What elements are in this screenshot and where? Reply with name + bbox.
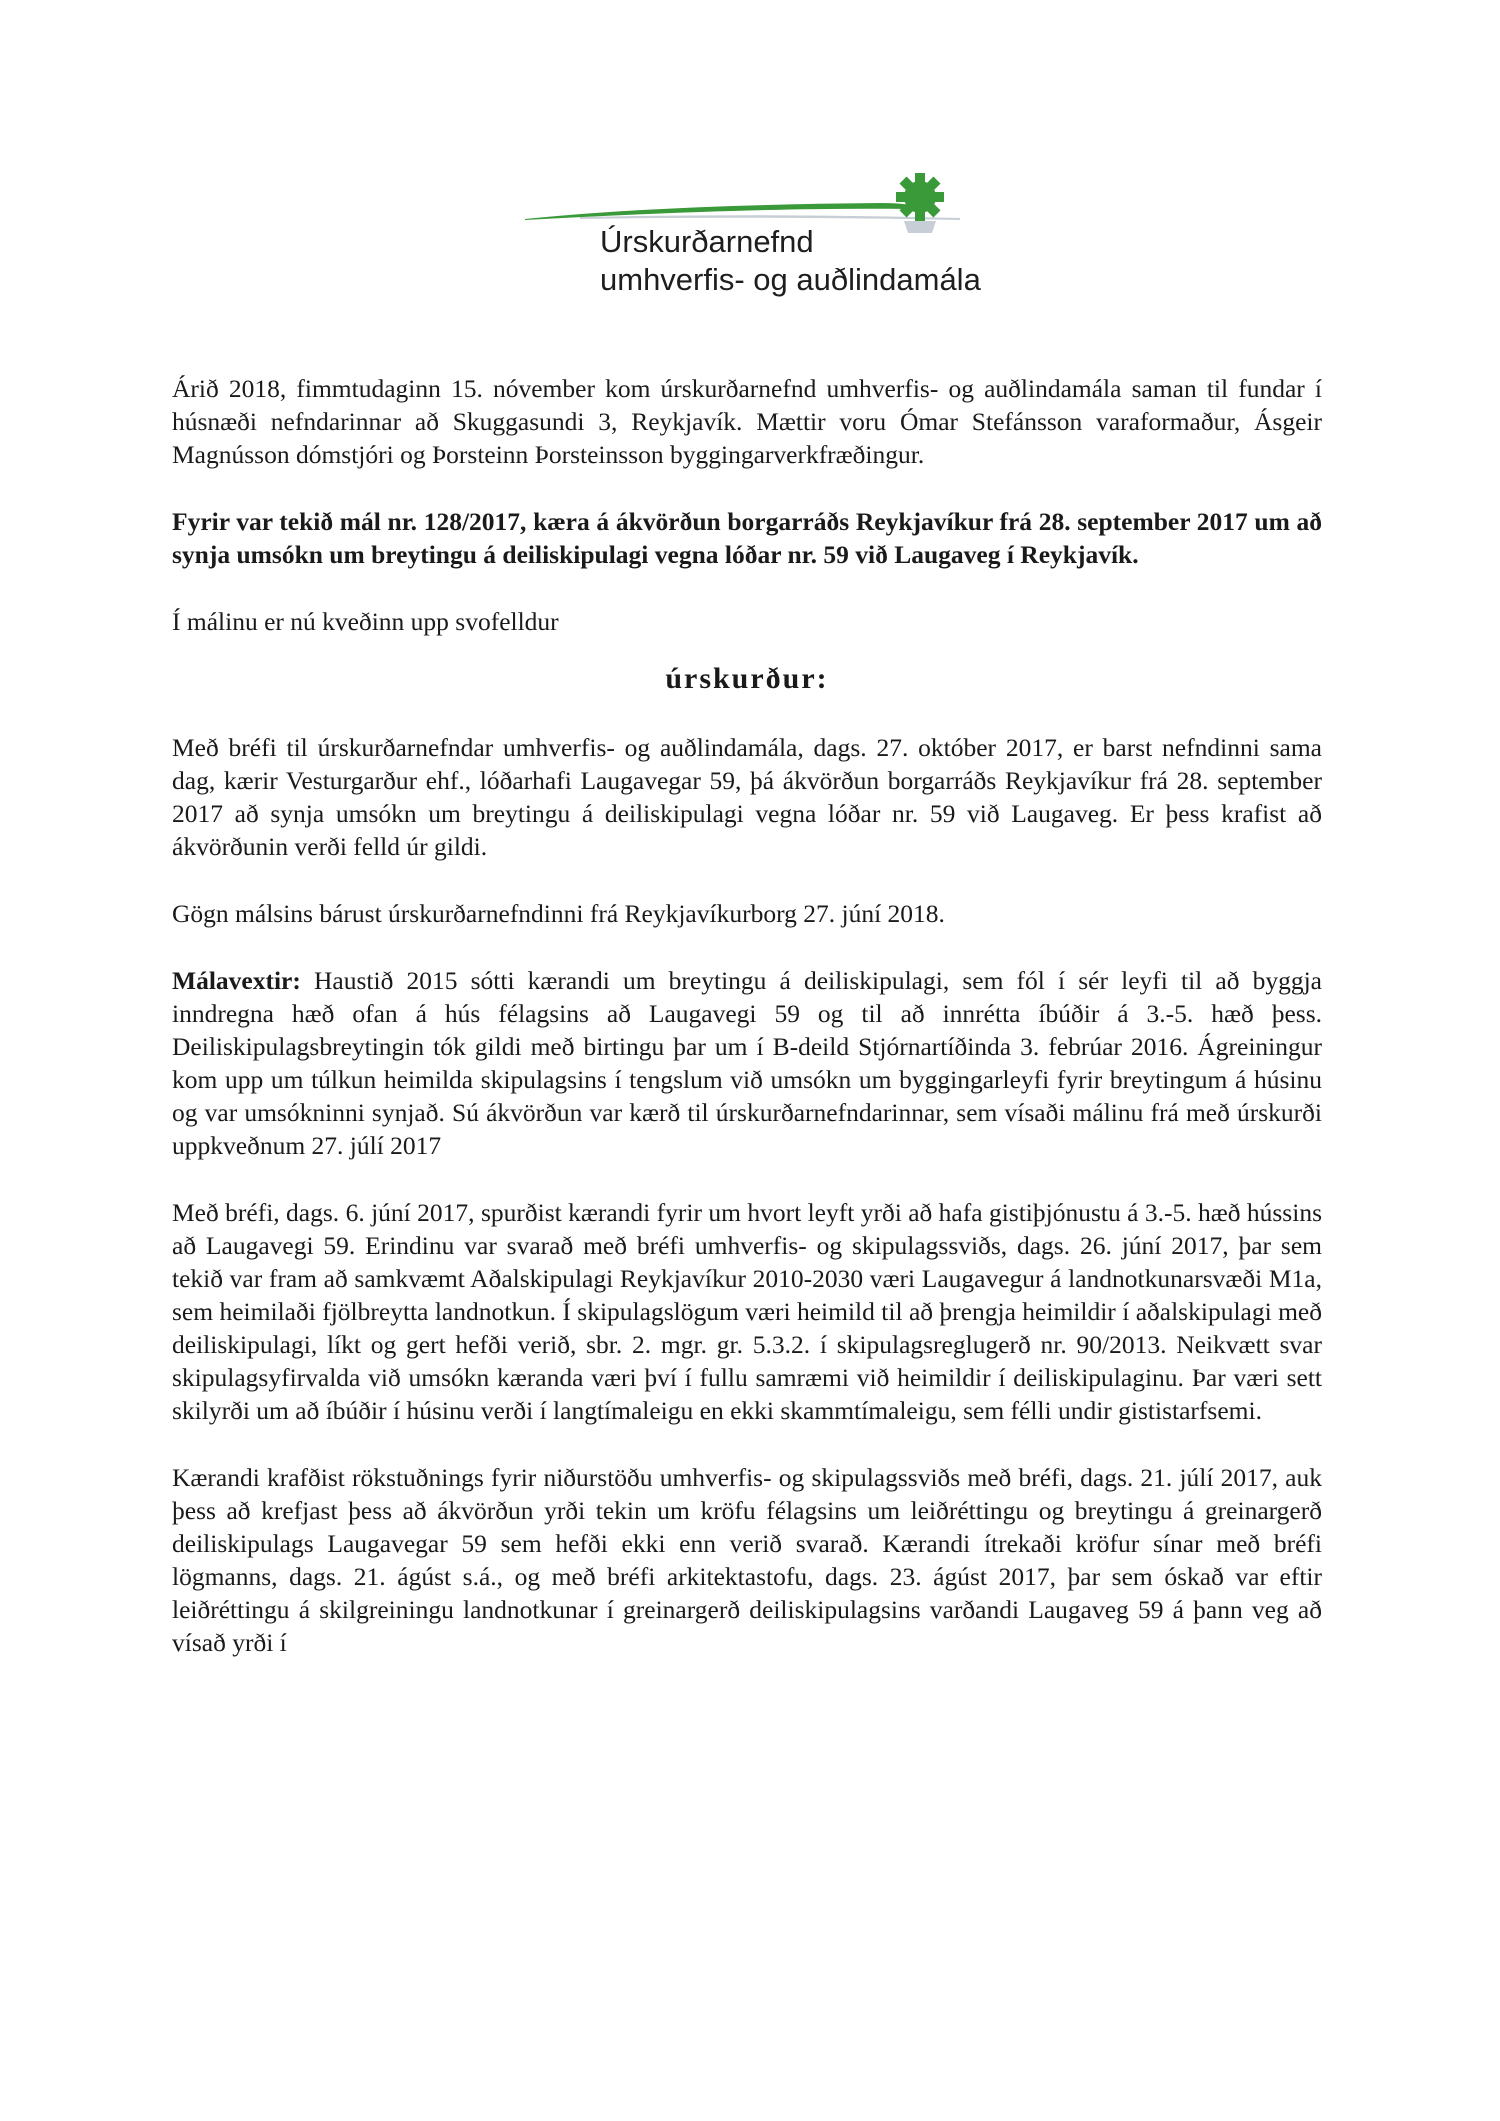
facts-text: Haustið 2015 sótti kærandi um breytingu á deiliskipulagi, sem fól í sér leyfi til að byggja inndregna hæð ofan á hús félagsins að Laugavegi 59 og til að innrétta íbúðir á 3.-5. hæð þess. Deiliskipulagsbreytingin tók gildi með birtingu þar um í B-deild Stjórnartíðinda 3. febrúar 2016. Ágreiningur kom upp um túlkun heimilda skipulagsins í tengslum við umsókn um byggingarleyfi fyrir breytingum á húsinu og var umsókninni synjað. Sú ákvörðun var kærð til úrskurðarnefndarinnar, sem vísaði málinu frá með úrskurði uppkveðnum 27. júlí 2017 [172, 966, 1322, 1160]
gear-icon [896, 173, 944, 221]
logo-subtitle: umhverfis- og auðlindamála [600, 262, 981, 297]
opening-paragraph: Árið 2018, fimmtudaginn 15. nóvember kom úrskurðarnefnd umhverfis- og auðlindamála saman til fundar í húsnæði nefndarinnar að Skuggasundi 3, Reykjavík. Mættir voru Ómar Stefánsson varaformaður, Ásgeir Magnússon dómstjóri og Þorsteinn Þorsteinsson byggingarverkfræðingur. [172, 374, 1322, 469]
documents-paragraph: Gögn málsins bárust úrskurðarnefndinni frá Reykjavíkurborg 27. júní 2018. [172, 899, 945, 928]
inquiry-paragraph: Með bréfi, dags. 6. júní 2017, spurðist kærandi fyrir um hvort leyft yrði að hafa gistiþjónustu á 3.-5. hæð hússins að Laugavegi 59. Erindinu var svarað með bréfi umhverfis- og skipulagssviðs, dags. 26. júní 2017, þar sem tekið var fram að samkvæmt Aðalskipulagi Reykjavíkur 2010-2030 væri Laugavegur á landnotkunarsvæði M1a, sem heimilaði fjölbreytta landnotkun. Í skipulagslögum væri heimild til að þrengja heimildir í aðalskipulagi með deiliskipulagi, líkt og gert hefði verið, sbr. 2. mgr. gr. 5.3.2. í skipulagsreglugerð nr. 90/2013. Neikvætt svar skipulagsyfirvalda við umsókn kæranda væri því í fullu samræmi við heimildir í deiliskipulaginu. Þar væri sett skilyrði um að íbúðir í húsinu verði í langtímaleigu en ekki skammtímaleigu, sem félli undir gististarfsemi. [172, 1198, 1322, 1425]
complaint-paragraph: Með bréfi til úrskurðarnefndar umhverfis- og auðlindamála, dags. 27. október 2017, er barst nefndinni sama dag, kærir Vesturgarður ehf., lóðarhafi Laugavegar 59, þá ákvörðun borgarráðs Reykjavíkur frá 28. september 2017 að synja umsókn um breytingu á deiliskipulagi vegna lóðar nr. 59 við Laugaveg. Er þess krafist að ákvörðunin verði felld úr gildi. [172, 733, 1322, 861]
logo [520, 165, 980, 305]
ruling-heading: úrskurður: [665, 662, 829, 695]
document-body [172, 372, 1322, 1693]
request-paragraph: Kærandi krafðist rökstuðnings fyrir niðurstöðu umhverfis- og skipulagssviðs með bréfi, dags. 21. júlí 2017, auk þess að krefjast þess að ákvörðun yrði tekin um kröfu félagsins um leiðréttingu og breytingu á greinargerð deiliskipulags Laugavegar 59 sem hefði ekki enn verið svarað. Kærandi ítrekaði kröfur sínar með bréfi lögmanns, dags. 21. ágúst s.á., og með bréfi arkitektastofu, dags. 23. ágúst 2017, þar sem óskað var eftir leiðréttingu á skilgreiningu landnotkunar í greinargerð deiliskipulagsins varðandi Laugaveg 59 á þann veg að vísað yrði í [172, 1463, 1322, 1657]
facts-lead: Málavextir: [172, 966, 301, 995]
ruling-intro: Í málinu er nú kveðinn upp svofelldur [172, 607, 559, 636]
case-subject: Fyrir var tekið mál nr. 128/2017, kæra á ákvörðun borgarráðs Reykjavíkur frá 28. september 2017 um að synja umsókn um breytingu á deiliskipulagi vegna lóðar nr. 59 við Laugaveg í Reykjavík. [172, 507, 1322, 569]
logo-text [600, 223, 981, 299]
logo-title: Úrskurðarnefnd [600, 224, 814, 259]
facts-paragraph [172, 964, 1322, 1162]
